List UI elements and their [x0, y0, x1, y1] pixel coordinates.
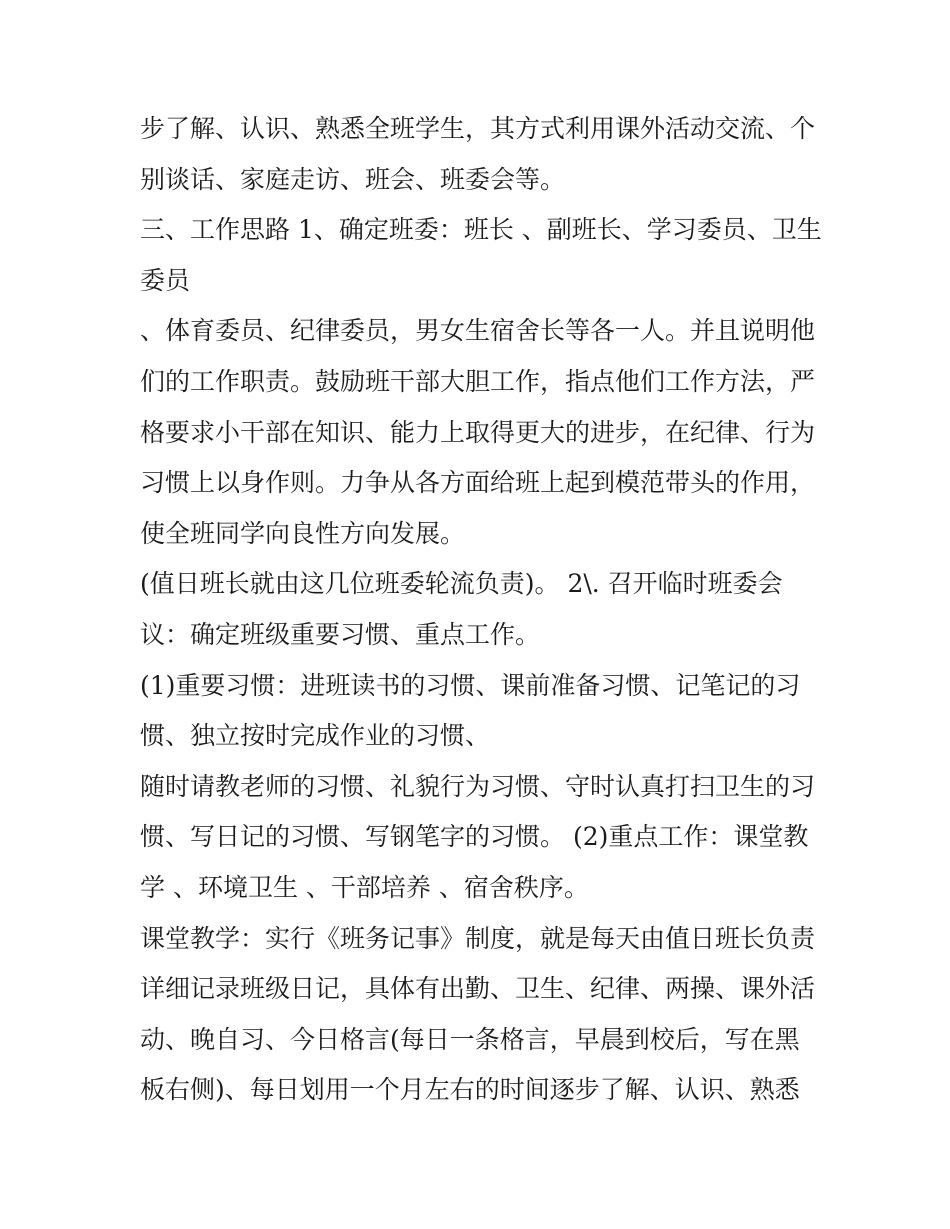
text-line: 详细记录班级日记，具体有出勤、卫生、纪律、两操、课外活 [140, 974, 816, 1004]
text-line: 们的工作职责。鼓励班干部大胆工作，指点他们工作方法，严 [140, 366, 816, 396]
text-line: 、体育委员、纪律委员，男女生宿舍长等各一人。并且说明他 [140, 316, 816, 346]
text-line: 别谈话、家庭走访、班会、班委会等。 [140, 164, 566, 194]
text-line: 使全班同学向良性方向发展。 [140, 518, 466, 548]
text-line: 格要求小干部在知识、能力上取得更大的进步，在纪律、行为 [140, 417, 816, 447]
text-line: (1)重要习惯：进班读书的习惯、课前准备习惯、记笔记的习 [140, 670, 801, 700]
text-line: 课堂教学：实行《班务记事》制度，就是每天由值日班长负责 [140, 923, 816, 953]
document-body [140, 104, 820, 1116]
text-line: 议：确定班级重要习惯、重点工作。 [140, 619, 541, 649]
text-line: 三、工作思路 1、确定班委：班长 、副班长、学习委员、卫生 [140, 215, 822, 245]
text-line: 惯、独立按时完成作业的习惯、 [140, 721, 491, 751]
text-line: 步了解、认识、熟悉全班学生，其方式利用课外活动交流、个 [140, 114, 816, 143]
text-line: (值日班长就由这几位班委轮流负责)。 2\. 召开临时班委会 [140, 569, 783, 599]
text-line: 板右侧)、每日划用一个月左右的时间逐步了解、认识、熟悉 [140, 1075, 800, 1105]
text-line: 委员 [140, 265, 191, 295]
text-line: 动、晚自习、今日格言(每日一条格言，早晨到校后，写在黑 [140, 1024, 800, 1054]
text-line: 惯、写日记的习惯、写钢笔字的习惯。 (2)重点工作：课堂教 [140, 822, 809, 852]
text-line: 学 、环境卫生 、干部培养 、宿舍秩序。 [140, 872, 589, 902]
text-line: 随时请教老师的习惯、礼貌行为习惯、守时认真打扫卫生的习 [140, 771, 816, 801]
text-line: 习惯上以身作则。力争从各方面给班上起到模范带头的作用， [140, 468, 816, 498]
